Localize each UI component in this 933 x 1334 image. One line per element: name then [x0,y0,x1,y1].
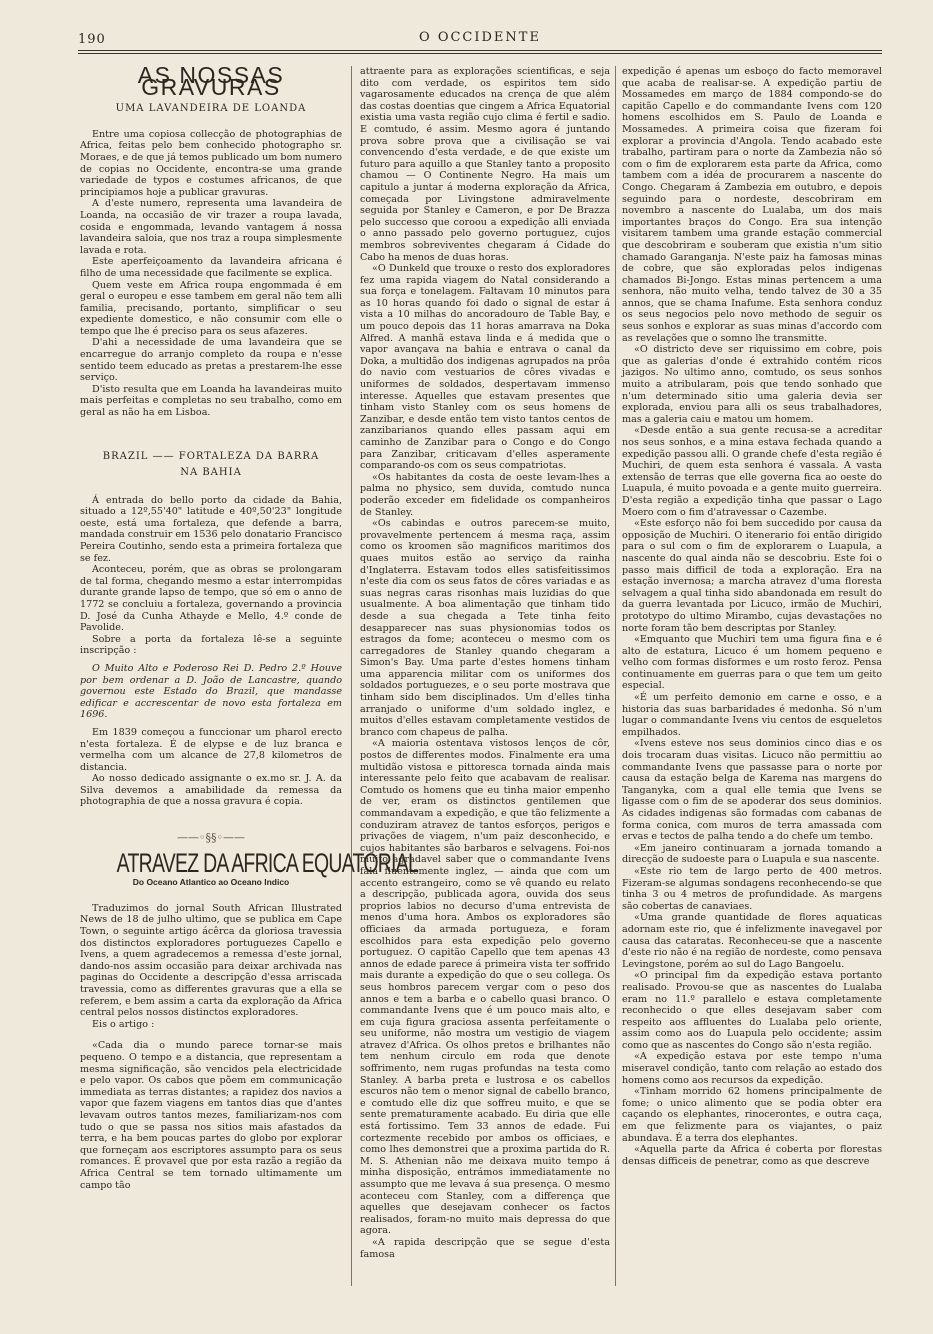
paragraph: attraente para as explorações scientificas, e seja dito com verdade, os espiritos tem sido vagarosamente educados na crença de que além das costas doentias que cingem a Africa Equatorial existia uma vasta região cujo clima é fertil e sadio. E comtudo, é assim. Mesmo agora é juntando prova sobre prova que a civilisação se vai convencendo d'esta verdade, e de que existe um futuro para aquillo a que Stanley tanto a proposito chamou — O Continente Negro. Ha mais um capitulo a juntar á moderna exploração da Africa, começada por Livingstone admiravelmente seguida por Stanley e Cameron, e por De Brazza pelo successo que coroou a expedição alli enviada o anno passado pelo governo portuguez, cujos membros sobreviventes chegaram á Cidade do Cabo ha menos de duas horas. [360,66,610,263]
paragraph: «Ivens esteve nos seus dominios cinco dias e os dois trocaram duas visitas. Licuco não permittiu ao commandante Ivens que passasse para o norte por causa da estação belga de Karema nas margens do Tanganyka, com a qual elle temia que Ivens se ligasse com o fim de se apoderar dos seus dominios. As cidades indigenas são formadas com cabanas de forma conica, com muros de terra amassada com ervas e tectos de palha tendo a do chefe um tembo. [622,738,882,843]
column-3 [622,66,882,1291]
paragraph: «Em janeiro continuaram a jornada tomando a direcção de sudoeste para o Luapula e sua nascente. [622,842,882,866]
header-rule-thin [78,53,882,54]
paragraph: Sobre a porta da fortaleza lê-se a seguinte inscripção : [80,633,342,657]
section-subtitle-oceano: Do Oceano Atlantico ao Oceano Indico [132,877,290,888]
column-2 [360,66,610,1291]
paragraph: D'isto resulta que em Loanda ha lavandeiras muito mais perfeitas e completas no seu trabalho, como em geral as não ha em Lisboa. [80,383,342,419]
article-heading-brazil [80,449,342,481]
paragraph: «Os cabindas e outros parecem-se muito, provavelmente pertencem á mesma raça, assim como os kroomen são magnificos maritimos dos quaes muitos estão ao serviço da rainha d'Inglaterra. Estavam todos elles satisfeitissimos n'este dia com os seus fatos de côres variadas e as suas negras caras risonhas mais luzidias do que usualmente. A boa alimentação que tinham tido desde a sua chegada a Tete tinha feito desapparecer nas suas physionomias todos os estragos da fome; aconteceu o mesmo com os carregadores de Stanley quando chegaram a Simon's Bay. Uma parte d'estes homens tinham uma apparencia militar com os uniformes dos soldados portuguezes, e o seu porte mostrava que tinham sido bem disciplinados. Um d'elles tinha arranjado o uniforme d'um soldado inglez, e muitos d'elles estavam completamente vestidos de branco com chapeus de palha. [360,518,610,738]
paragraph: «A expedição estava por este tempo n'uma miseravel condição, tanto com relação ao estado dos homens como aos recursos da expedição. [622,1051,882,1086]
article-subtitle-lavandeira: UMA LAVANDEIRA DE LOANDA [115,103,307,115]
section-title-gravuras: AS NOSSAS GRAVURAS [137,62,285,100]
paragraph: «A maioria ostentava vistosos lenços de côr, postos de differentes modos. Finalmente era uma multidão vistosa e pittoresca tornada ainda mais interessante pelo feito que acabavam de realisar. Comtudo os homens que eu tinha maior empenho de ver, eram os distinctos gentilemen que commandavam a expedição, e que tão felizmente a conduziram atravez de tantos esforços, perigos e privações de viagem, n'um paiz desconhecido, e cujos habitantes são barbaros e selvagens. Foi-nos muito agradavel saber que o commandante Ivens fala fluentemente inglez, — ainda que com um accento estrangeiro, como se vê quando eu relato a descripção, publicada agora, ouvida dos seus proprios labios no decurso d'uma entrevista de menos d'uma hora. Ambos os exploradores são officiaes da armada portugueza, e foram escolhidos para esta expedição pelo governo portuguez. O capitão Capello que tem apenas 43 annos de edade parece á primeira vista ter soffrido mais durante a expedição do que o seu collega. Os seus hombros parecem vergar com o peso dos annos e tem a barba e o cabello quasi branco. O commandante Ivens que é um pouco mais alto, e em cuja figura graciosa assenta perfeitamente o seu uniforme, não mostra um vestigio de viagem atravez d'Africa. Os olhos pretos e brilhantes não tem nenhum circulo em roda que denote soffrimento, nem rugas profundas na testa como Stanley. A barba preta e lustrosa e os cabellos escuros não tem o menor signal de cabello branco, e comtudo elle diz que soffreu muito, e que se sente prematuramente acabado. Eu diria que elle está fortissimo. Tem 33 annos de edade. Fui cortezmente recebido por ambos os officiaes, e como lhes demonstrei que a proxima partida do R. M. S. Athenian não me deixava muito tempo á minha disposição, entrámos immediatamente no assumpto que me levava á sua presença. O mesmo aconteceu com Stanley, com a differença que aquelles que desejavam conhecer os factos realisados, foram-no muito mais depressa do que agora. [360,738,610,1237]
paragraph: «Cada dia o mundo parece tornar-se mais pequeno. O tempo e a distancia, que representam a mesma significação, são vencidos pela electricidade e pelo vapor. Os cabos que põem em communicação immediata as terras distantes; a rapidez dos navios a vapor que fazem viagens em tantos dias que d'antes levavam outros tantos mezes, familiarizam-nos com tudo o que se passa nos sitios mais afastados da terra, e ha bem poucas partes do globo por explorar que forneçam aos escriptores assumpto para os seus romances. É provavel que por esta razão a região da Africa Central se tem tornado ultimamente um campo tão [80,1040,342,1191]
paragraph: «É um perfeito demonio em carne e osso, e a historia das suas barbaridades é medonha. Só n'um lugar o commandante Ivens viu centos de esqueletos empilhados. [622,692,882,738]
paragraph: «O principal fim da expedição estava portanto realisado. Provou-se que as nascentes do Lualaba eram no 11.º parallelo e estava completamente reconhecido o que elles desejavam saber com respeito aos affluentes do Lualaba pelo oriente, assim como aos do Luapula pelo occidente; assim como que as nascentes do Congo são n'esta região. [622,970,882,1051]
heading-line: BRAZIL —— FORTALEZA DA BARRA [102,450,320,462]
paragraph: expedição é apenas um esboço do facto memoravel que acaba de realisar-se. A expedição partiu de Mossamedes em março de 1884 compondo-se do capitão Capello e do commandante Ivens com 120 homens escolhidos em S. Paulo de Loanda e Mossamedes. A primeira coisa que fizeram foi explorar a provincia d'Angola. Tendo acabado este trabalho, partiram para o norte da Zambezia não só com o fim de explorarem esta parte da Africa, como tambem com a idéa de procurarem a nascente do Congo. Chegaram á Zambezia em outubro, e depois seguindo para o nordeste, descobriram em novembro a nascente do Lualaba, um dos mais importantes braços do Congo. Era sua intenção visitarem tambem uma grande estação commercial que descobriram e souberam que existia n'um sitio chamado Garanganja. N'este paiz ha famosas minas de cobre, que são exploradas pelos indigenas chamados Bi-Jongo. Estas minas pertencem a uma senhora, não muito velha, tendo talvez de 30 a 35 annos, que se chama Inafume. Esta senhora conduz os seus negocios pelo novo methodo de seguir os seus sonhos e explorar as suas minas d'accordo com as revelações que o somno lhe transmitte. [622,66,882,344]
ornament-divider: ——◦§§◦—— [177,831,245,845]
paragraph: Em 1839 começou a funccionar um pharol erecto n'esta fortaleza. É de elypse e de luz branca e vermelha com um alcance de 27,8 kilometros de distancia. [80,726,342,773]
paragraph: Ao nosso dedicado assignante o ex.mo sr. J. A. da Silva devemos a amabilidade da remessa da photographia de que a nossa gravura é copia. [80,773,342,808]
column-1 [80,62,419,1291]
section-title-africa-equatorial: ATRAVEZ DA AFRICA EQUATORIAL [116,847,419,878]
paragraph: D'ahi a necessidade de uma lavandeira que se encarregue do arranjo completo da roupa e n'esse sentido teem educado as pretas a prestarem-lhe esse serviço. [80,337,342,384]
paragraph: A d'este numero, representa uma lavandeira de Loanda, na occasião de vir trazer a roupa lavada, cosida e engommada, levando vantagem á nossa lavandeira saloia, que nos traz a roupa simplesmente lavada e rota. [80,198,342,256]
paragraph: Á entrada do bello porto da cidade da Bahia, situado a 12º,55'40" latitude e 40º,50'23" longitude oeste, está uma fortaleza, que defende a barra, mandada construir em 1536 pelo donatario Francisco Pereira Coutinho, sendo esta a primeira fortaleza que se fez. [80,494,342,564]
paragraph: «Os habitantes da costa de oeste levam-lhes a palma no physico, sem duvida, comtudo nunca poderão exceder em fidelidade os companheiros de Stanley. [360,471,610,518]
paragraph: «Este esforço não foi bem succedido por causa da opposição de Muchiri. O itenerario foi então dirigido para o sul com o fim de explorarem o Luapula, a nascente do qual ainda não se descobriu. Este foi o passo mais difficil de toda a exploração. Era na estação invernosa; a marcha atravez d'uma floresta selvagem a qual tinha sido abandonada em result do da guerra levantada por Licuco, irmão de Muchiri, prototypo do ultimo Mirambo, cujas devastações no norte foram tão bem descriptas por Stanley. [622,518,882,634]
paragraph: Traduzimos do jornal South African Illustrated News de 18 de julho ultimo, que se publica em Cape Town, o seguinte artigo ácêrca da gloriosa travessia dos distinctos exploradores portuguezes Capello e Ivens, a quem agradecemos a remessa d'este jornal, dando-nos assim occasião para deixar archivada nas paginas do Occidente a descripção d'essa arriscada travessia, como as differentes gravuras que a ella se referem, e bem assim a carta da exploração da Africa central pelos nossos distinctos exploradores. [80,902,342,1019]
paragraph: Aconteceu, porém, que as obras se prolongaram de tal forma, chegando mesmo a estar interrompidas durante grande lapso de tempo, que só em o anno de 1772 se concluiu a fortaleza, governando a provincia D. José da Cunha Athayde e Mello, 4.º conde de Pavolide. [80,564,342,634]
paragraph: Quem veste em Africa roupa engommada é em geral o europeu e esse tambem em geral não tem alli familia, precisando, portanto, simplificar o seu expediente domestico, e não consumir com elle o tempo que lhe é preciso para os seus afazeres. [80,279,342,337]
paragraph: «Aquella parte da Africa é coberta por florestas densas difficeis de penetrar, como as que descreve [622,1144,882,1167]
paragraph: «Desde então a sua gente recusa-se a acreditar nos seus sonhos, e a mina estava fechada quando a expedição passou alli. O grande chefe d'esta região é Muchiri, de quem esta senhora é vassala. A vasta extensão de terras que elle governa fica ao oeste do Luapula, é muito povoada e a gente muito guerreira. D'esta região a expedição tinha que passar o Lago Moero com o fim d'atravessar o Cazembe. [622,425,882,518]
running-title: O OCCIDENTE [419,30,541,45]
paragraph: «O Dunkeld que trouxe o resto dos exploradores fez uma rapida viagem do Natal considerando a sua força e tonelagem. Faltavam 10 minutos para as 10 horas quando foi dado o signal de estar á vista a 10 milhas do ancoradouro de Table Bay, e um pouco depois das 11 horas amarrava na Doka Alfred. A manhã estava linda e á medida que o vapor avançava na bahia e entrava o canal da Doka, a multidão dos indigenas agrupados na prôa do navio com vestuarios de côres vivadas e uniformes de soldados, despertavam immenso interesse. Aquelles que estavam presentes que tinham visto Stanley com os seus homens de Zanzibar, e desde então tem visto tantos centos de zanzibarianos quando elles passam aqui em caminho de Zanzibar para o Congo e do Congo para Zanzibar, criticavam d'elles asperamente comparando-os com os seus compatriotas. [360,263,610,472]
paragraph: «O districto deve ser riquissimo em cobre, pois que as galerias d'onde é extrahido contém ricos jazigos. No ultimo anno, comtudo, os seus sonhos muito a atribularam, pois que tendo sonhado que n'um determinado sitio uma galeria devia ser explorada, enviou para alli os seus trabalhadores, mas a galeria caiu e matou um homem. [622,344,882,425]
paragraph: «Tinham morrido 62 homens principalmente de fome; o unico alimento que se podia obter era caçando os elephantes, rinocerontes, e outra caça, em que felizmente para os viajantes, o paiz abundava. É a terra dos elephantes. [622,1086,882,1144]
header-rule [78,50,882,51]
paragraph: «Emquanto que Muchiri tem uma figura fina e é alto de estatura, Licuco é um homem pequeno e velho com formas disformes e um rosto feroz. Pensa continuamente em guerras para o que tem um geito especial. [622,634,882,692]
column-divider [615,66,616,1286]
column-divider [351,66,352,1286]
paragraph: Entre uma copiosa collecção de photographias de Africa, feitas pelo bem conhecido photographo sr. Moraes, e de que já temos publicado um bom numero de copias no Occidente, encontra-se uma grande variedade de typos e costumes africanos, de que principiamos hoje a publicar gravuras. [80,128,342,198]
paragraph: «A rapida descripção que se segue d'esta famosa [360,1236,610,1260]
paragraph: Este aperfeiçoamento da lavandeira africana é filho de uma necessidade que facilmente se explica. [80,256,342,279]
page-number: 190 [78,32,106,47]
inscription-text: O Muito Alto e Poderoso Rei D. Pedro 2.º Houve por bem ordenar a D. João de Lancastre, quando governou este Estado do Brazil, que mandasse edificar e accrescentar de novo esta fortaleza em 1696. [80,662,342,721]
heading-line: NA BAHIA [180,466,242,478]
paragraph: «Este rio tem de largo perto de 400 metros. Fizeram-se algumas sondagens reconhecendo-se que tinha 3 ou 4 metros de profundidade. As margens são cobertas de canaviaes. [622,865,882,912]
paragraph: «Uma grande quantidade de flores aquaticas adornam este rio, que é infelizmente inavegavel por causa das cataratas. Reconheceu-se que a nascente d'este rio não é na região de nordeste, como pensava Levingstone, porém ao sul do Lago Bangoelu. [622,912,882,970]
page-header [78,28,882,50]
paragraph: Eis o artigo : [92,1018,155,1030]
